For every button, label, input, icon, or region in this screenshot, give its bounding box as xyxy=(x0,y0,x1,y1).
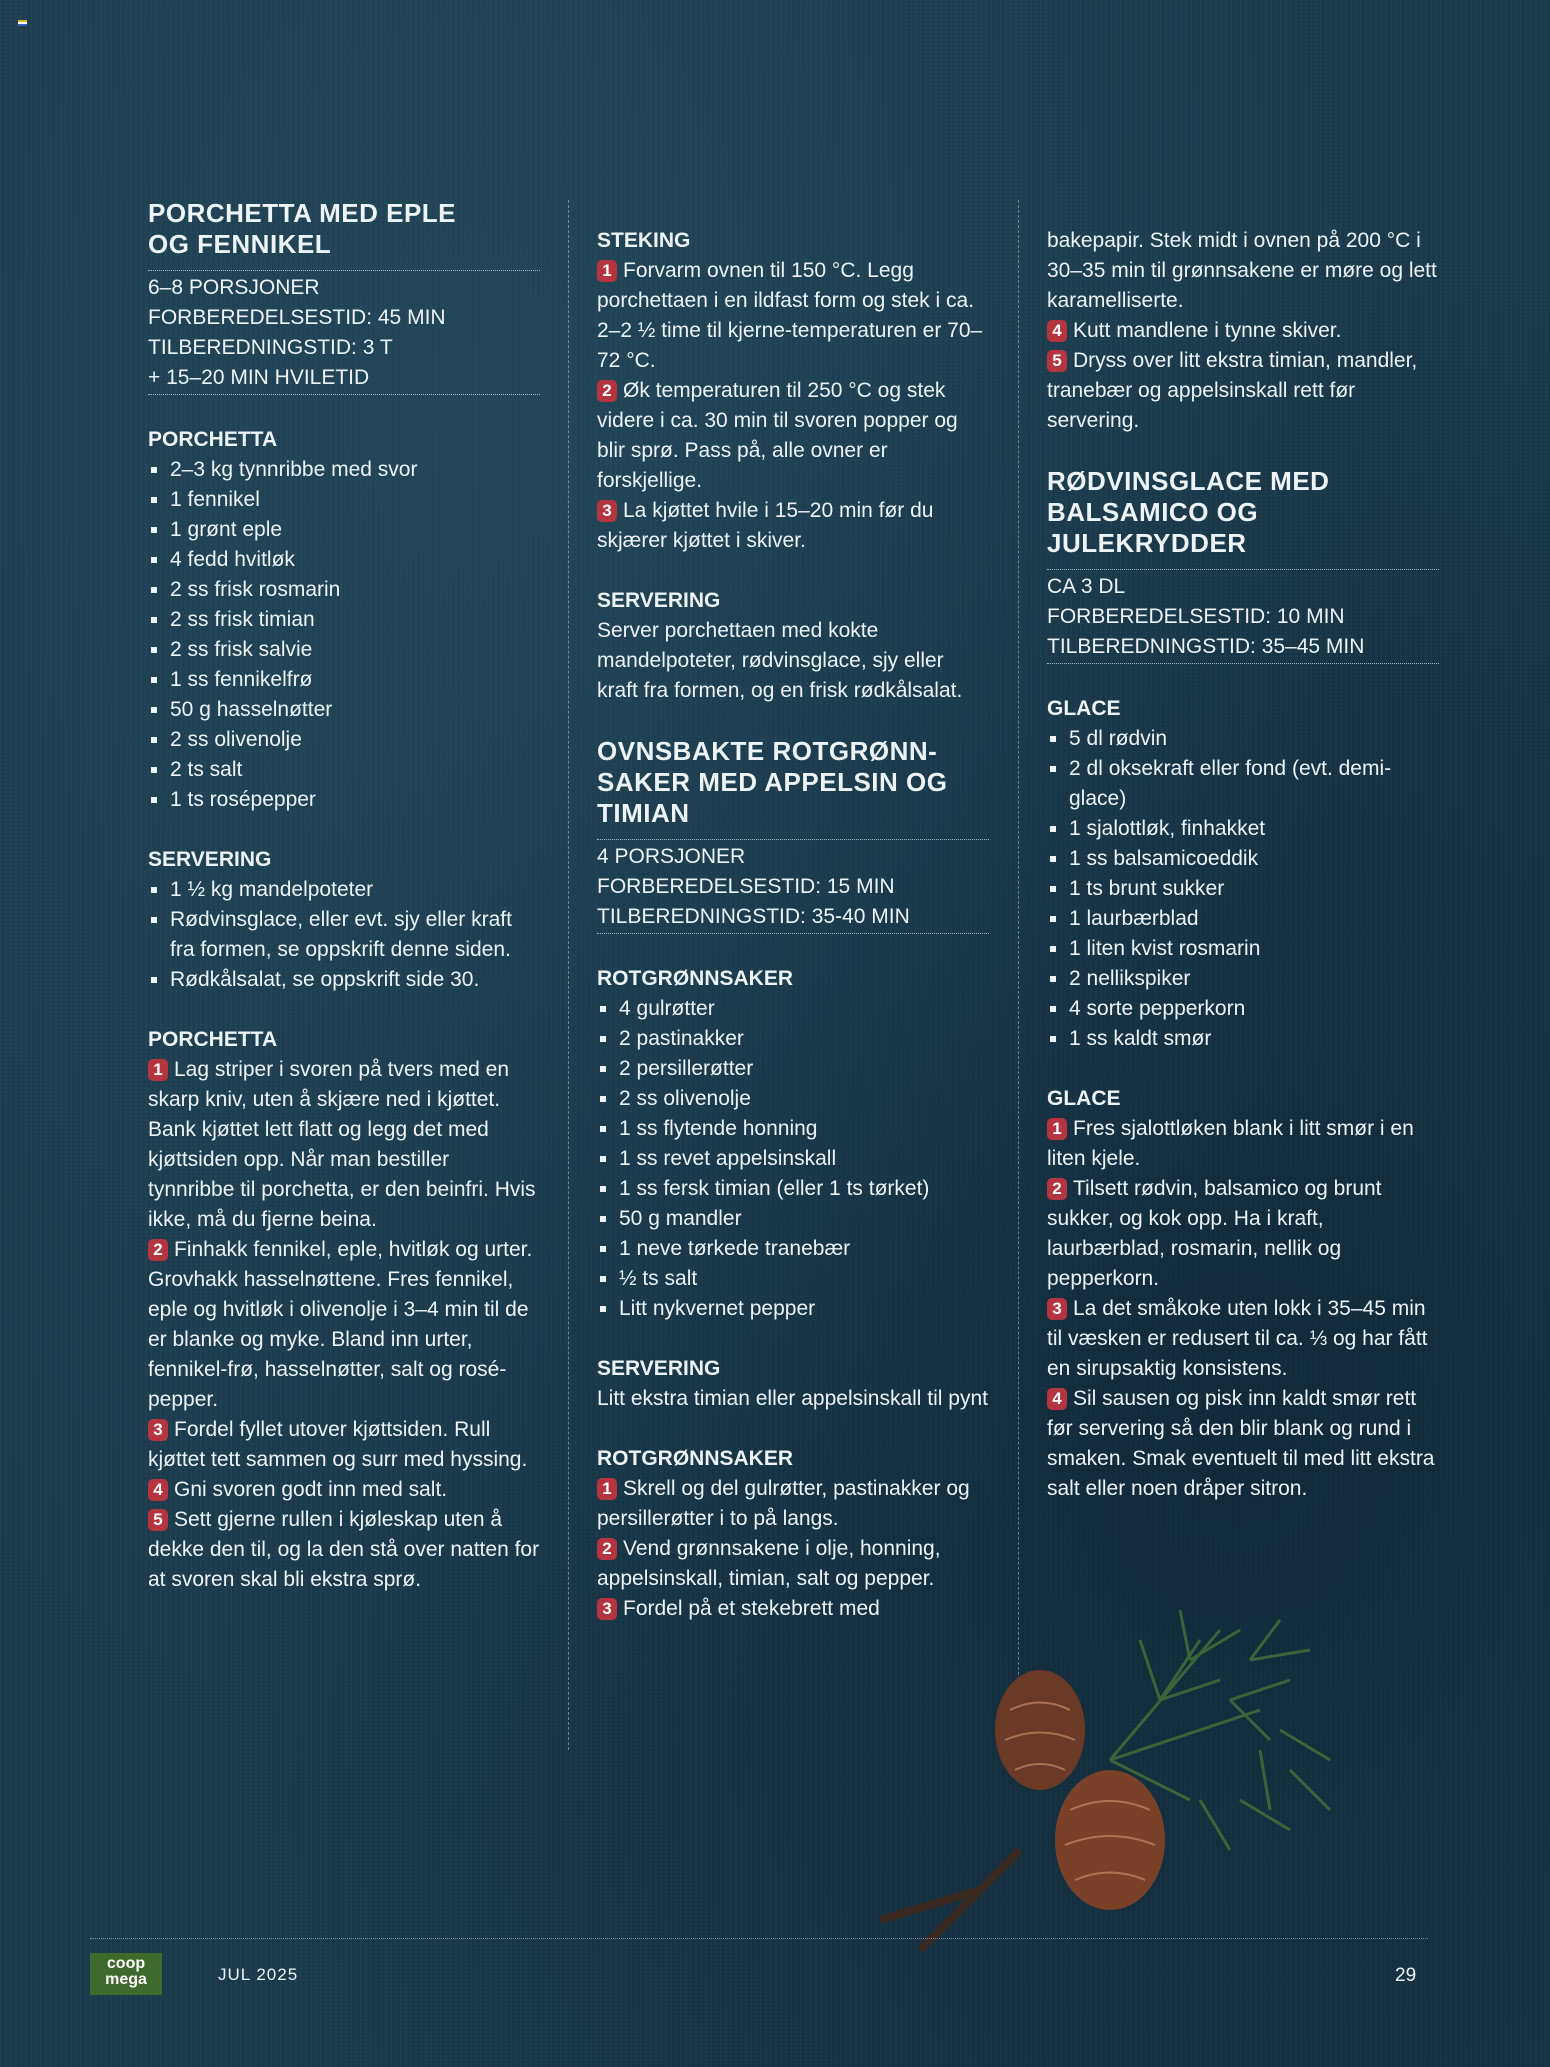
recipe-title-line: PORCHETTA MED EPLE xyxy=(148,198,457,228)
instruction-step xyxy=(148,1505,540,1595)
ingredient-item: Rødvinsglace, eller evt. sjy eller kraft fra formen, se oppskrift denne siden. xyxy=(148,905,540,965)
ingredient-item: 1 liten kvist rosmarin xyxy=(1047,934,1439,964)
ingredient-item: 4 sorte pepperkorn xyxy=(1047,994,1439,1024)
ingredient-item: 2 ss frisk timian xyxy=(148,605,540,635)
recipe-title-line: TIMIAN xyxy=(597,798,690,828)
instruction-step xyxy=(597,1534,989,1594)
recipe-meta xyxy=(148,270,540,395)
ingredient-item: 2 ss olivenolje xyxy=(148,725,540,755)
ingredient-item: Litt nykvernet pepper xyxy=(597,1294,989,1324)
ingredient-item: 1 ts rosépepper xyxy=(148,785,540,815)
instruction-step xyxy=(1047,1384,1439,1504)
ingredient-list xyxy=(148,455,540,815)
step-text: Tilsett rødvin, balsamico og brunt sukker, og kok opp. Ha i kraft, laurbærblad, rosmarin, nellik og pepperkorn. xyxy=(1047,1177,1382,1290)
step-text: La kjøttet hvile i 15–20 min før du skjærer kjøttet i skiver. xyxy=(597,499,934,552)
column-divider xyxy=(568,200,569,1750)
recipe-title-line: OG FENNIKEL xyxy=(148,229,332,259)
column-2 xyxy=(597,226,989,1624)
ingredient-item: 2 pastinakker xyxy=(597,1024,989,1054)
recipe-section xyxy=(1047,694,1439,1054)
recipe-section xyxy=(148,425,540,815)
instruction-step xyxy=(148,1415,540,1475)
section-heading: GLACE xyxy=(1047,697,1121,720)
step-number-badge: 3 xyxy=(148,1419,168,1441)
recipe-meta-line: CA 3 DL xyxy=(1047,575,1126,598)
instruction-step xyxy=(597,1474,989,1534)
step-text: Finhakk fennikel, eple, hvitløk og urter. Grovhakk hasselnøttene. Fres fennikel, eple og hvitløk i olivenolje i 3–4 min til de er blanke og myke. Bland inn urter, fennikel-frø, hasselnøtter, salt og rosé-pepper. xyxy=(148,1238,533,1411)
pine-cone-decoration xyxy=(860,1600,1380,1980)
ingredient-item: 2–3 kg tynnribbe med svor xyxy=(148,455,540,485)
step-number-badge: 5 xyxy=(148,1509,168,1531)
ingredient-list xyxy=(597,994,989,1324)
ingredient-item: 2 ss olivenolje xyxy=(597,1084,989,1114)
section-heading: PORCHETTA xyxy=(148,1028,278,1051)
ingredient-item: 1 ts brunt sukker xyxy=(1047,874,1439,904)
section-heading: ROTGRØNNSAKER xyxy=(597,967,794,990)
recipe-meta-line: TILBEREDNINGSTID: 3 T xyxy=(148,336,393,359)
ingredient-item: 1 ss fennikelfrø xyxy=(148,665,540,695)
step-number-badge: 4 xyxy=(148,1479,168,1501)
recipe-title-line: OVNSBAKTE ROTGRØNN- xyxy=(597,736,938,766)
step-text: Skrell og del gulrøtter, pastinakker og persillerøtter i to på langs. xyxy=(597,1477,970,1530)
step-text: Fordel på et stekebrett med xyxy=(623,1597,880,1620)
recipe-meta-line: TILBEREDNINGSTID: 35-40 MIN xyxy=(597,905,910,928)
recipe-title xyxy=(597,736,989,829)
section-text: Server porchettaen med kokte mandelpoteter, rødvinsglace, sjy eller kraft fra formen, og en frisk rødkålsalat. xyxy=(597,619,963,702)
section-heading: SERVERING xyxy=(597,589,721,612)
recipe-meta-line: FORBEREDELSESTID: 15 MIN xyxy=(597,875,895,898)
column-1 xyxy=(148,198,540,1595)
coop-mega-logo xyxy=(90,1953,162,1995)
instruction-step xyxy=(1047,1294,1439,1384)
recipe-section xyxy=(597,226,989,556)
section-heading: PORCHETTA xyxy=(148,428,278,451)
step-text: Sett gjerne rullen i kjøleskap uten å dekke den til, og la den stå over natten for at svoren skal bli ekstra sprø. xyxy=(148,1508,540,1591)
recipe-title xyxy=(1047,466,1439,559)
step-number-badge: 1 xyxy=(597,1478,617,1500)
ingredient-item: 4 fedd hvitløk xyxy=(148,545,540,575)
recipe-meta xyxy=(597,839,989,934)
ingredient-item: Rødkålsalat, se oppskrift side 30. xyxy=(148,965,540,995)
step-text: Vend grønnsakene i olje, honning, appelsinskall, timian, salt og pepper. xyxy=(597,1537,941,1590)
ingredient-list xyxy=(148,875,540,995)
logo-text-top: coop xyxy=(106,1955,146,1972)
recipe-section xyxy=(597,1354,989,1414)
instruction-step xyxy=(597,496,989,556)
step-text: La det småkoke uten lokk i 35–45 min til væsken er redusert til ca. ⅓ og har fått en sirupsaktig konsistens. xyxy=(1047,1297,1428,1380)
instruction-step xyxy=(148,1475,540,1505)
section-heading: STEKING xyxy=(597,229,691,252)
recipe-meta-line: FORBEREDELSESTID: 45 MIN xyxy=(148,306,446,329)
step-text: Gni svoren godt inn med salt. xyxy=(174,1478,448,1501)
ingredient-item: 1 laurbærblad xyxy=(1047,904,1439,934)
ingredient-list xyxy=(1047,724,1439,1054)
logo-text-bottom: mega xyxy=(105,1971,147,1988)
ingredient-item: 1 ss flytende honning xyxy=(597,1114,989,1144)
ingredient-item: 1 sjalottløk, finhakket xyxy=(1047,814,1439,844)
ingredient-item: 1 ½ kg mandelpoteter xyxy=(148,875,540,905)
step-text: Fres sjalottløken blank i litt smør i en liten kjele. xyxy=(1047,1117,1414,1170)
ingredient-item: 2 nellikspiker xyxy=(1047,964,1439,994)
step-number-badge: 1 xyxy=(597,260,617,282)
ingredient-item: 5 dl rødvin xyxy=(1047,724,1439,754)
instruction-step xyxy=(597,376,989,496)
recipe-section xyxy=(148,1025,540,1595)
step-number-badge: 4 xyxy=(1047,320,1067,342)
recipe-meta xyxy=(1047,569,1439,664)
recipe-section xyxy=(597,1444,989,1624)
step-number-badge: 2 xyxy=(597,1538,617,1560)
step-number-badge: 2 xyxy=(148,1239,168,1261)
ingredient-item: 50 g mandler xyxy=(597,1204,989,1234)
recipe-title-line: RØDVINSGLACE MED xyxy=(1047,466,1330,496)
step-number-badge: 1 xyxy=(1047,1118,1067,1140)
column-3 xyxy=(1047,226,1439,1504)
ingredient-item: 1 fennikel xyxy=(148,485,540,515)
ingredient-item: 1 ss revet appelsinskall xyxy=(597,1144,989,1174)
instruction-step xyxy=(597,256,989,376)
ingredient-item: 2 dl oksekraft eller fond (evt. demi-glace) xyxy=(1047,754,1439,814)
section-heading: SERVERING xyxy=(597,1357,721,1380)
instruction-step xyxy=(1047,1114,1439,1174)
section-heading: ROTGRØNNSAKER xyxy=(597,1447,794,1470)
recipe-title-line: JULEKRYDDER xyxy=(1047,528,1247,558)
step-number-badge: 1 xyxy=(148,1059,168,1081)
instruction-step xyxy=(1047,346,1439,436)
step-number-badge: 3 xyxy=(1047,1298,1067,1320)
section-heading: GLACE xyxy=(1047,1087,1121,1110)
step-number-badge: 2 xyxy=(597,380,617,402)
step-text: Sil sausen og pisk inn kaldt smør rett før servering så den blir blank og rund i smaken. Smak eventuelt til med litt ekstra salt eller noen dråper sitron. xyxy=(1047,1387,1435,1500)
ingredient-item: 1 ss fersk timian (eller 1 ts tørket) xyxy=(597,1174,989,1204)
recipe-meta-line: FORBEREDELSESTID: 10 MIN xyxy=(1047,605,1345,628)
step-number-badge: 3 xyxy=(597,1598,617,1620)
flag-icon xyxy=(18,20,27,26)
instruction-step xyxy=(148,1055,540,1235)
ingredient-item: 1 ss kaldt smør xyxy=(1047,1024,1439,1054)
instruction-step xyxy=(1047,316,1439,346)
ingredient-item: ½ ts salt xyxy=(597,1264,989,1294)
recipe-section xyxy=(1047,226,1439,436)
step-text: Kutt mandlene i tynne skiver. xyxy=(1073,319,1342,342)
step-text: Forvarm ovnen til 150 °C. Legg porchettaen i en ildfast form og stek i ca. 2–2 ½ time til kjerne-temperaturen er 70–72 °C. xyxy=(597,259,983,372)
recipe-meta-line: + 15–20 MIN HVILETID xyxy=(148,366,370,389)
step-text: Fordel fyllet utover kjøttsiden. Rull kjøttet tett sammen og surr med hyssing. xyxy=(148,1418,528,1471)
footer-divider xyxy=(90,1938,1428,1939)
step-text: Dryss over litt ekstra timian, mandler, tranebær og appelsinskall rett før servering. xyxy=(1047,349,1418,432)
step-number-badge: 4 xyxy=(1047,1388,1067,1410)
ingredient-item: 1 ss balsamicoeddik xyxy=(1047,844,1439,874)
ingredient-item: 2 ss frisk salvie xyxy=(148,635,540,665)
instruction-step xyxy=(1047,226,1439,316)
recipe-title-line: SAKER MED APPELSIN OG xyxy=(597,767,948,797)
step-number-badge: 5 xyxy=(1047,350,1067,372)
step-number-badge: 2 xyxy=(1047,1178,1067,1200)
recipe-meta-line: 6–8 PORSJONER xyxy=(148,276,320,299)
ingredient-item: 2 persillerøtter xyxy=(597,1054,989,1084)
recipe-section xyxy=(1047,1084,1439,1504)
column-divider xyxy=(1018,200,1019,1750)
instruction-step xyxy=(1047,1174,1439,1294)
instruction-step xyxy=(148,1235,540,1415)
step-text: bakepapir. Stek midt i ovnen på 200 °C i 30–35 min til grønnsakene er møre og lett karamelliserte. xyxy=(1047,229,1437,312)
recipe-section xyxy=(597,586,989,706)
ingredient-item: 4 gulrøtter xyxy=(597,994,989,1024)
issue-date: JUL 2025 xyxy=(218,1965,299,1984)
ingredient-item: 2 ts salt xyxy=(148,755,540,785)
recipe-title xyxy=(148,198,540,260)
section-heading: SERVERING xyxy=(148,848,272,871)
step-number-badge: 3 xyxy=(597,500,617,522)
recipe-section xyxy=(597,964,989,1324)
section-text: Litt ekstra timian eller appelsinskall til pynt xyxy=(597,1387,989,1410)
recipe-section xyxy=(148,845,540,995)
recipe-meta-line: 4 PORSJONER xyxy=(597,845,746,868)
step-text: Øk temperaturen til 250 °C og stek videre i ca. 30 min til svoren popper og blir sprø. Pass på, alle ovner er forskjellige. xyxy=(597,379,958,492)
step-text: Lag striper i svoren på tvers med en skarp kniv, uten å skjære ned i kjøttet. Bank kjøttet lett flatt og legg det med kjøttsiden opp. Når man bestiller tynnribbe til porchetta, er den beinfri. Hvis ikke, må du fjerne beina. xyxy=(148,1058,536,1231)
recipe-meta-line: TILBEREDNINGSTID: 35–45 MIN xyxy=(1047,635,1365,658)
ingredient-item: 1 neve tørkede tranebær xyxy=(597,1234,989,1264)
recipe-title-line: BALSAMICO OG xyxy=(1047,497,1259,527)
ingredient-item: 1 grønt eple xyxy=(148,515,540,545)
ingredient-item: 2 ss frisk rosmarin xyxy=(148,575,540,605)
ingredient-item: 50 g hasselnøtter xyxy=(148,695,540,725)
page-number: 29 xyxy=(1395,1965,1417,1986)
